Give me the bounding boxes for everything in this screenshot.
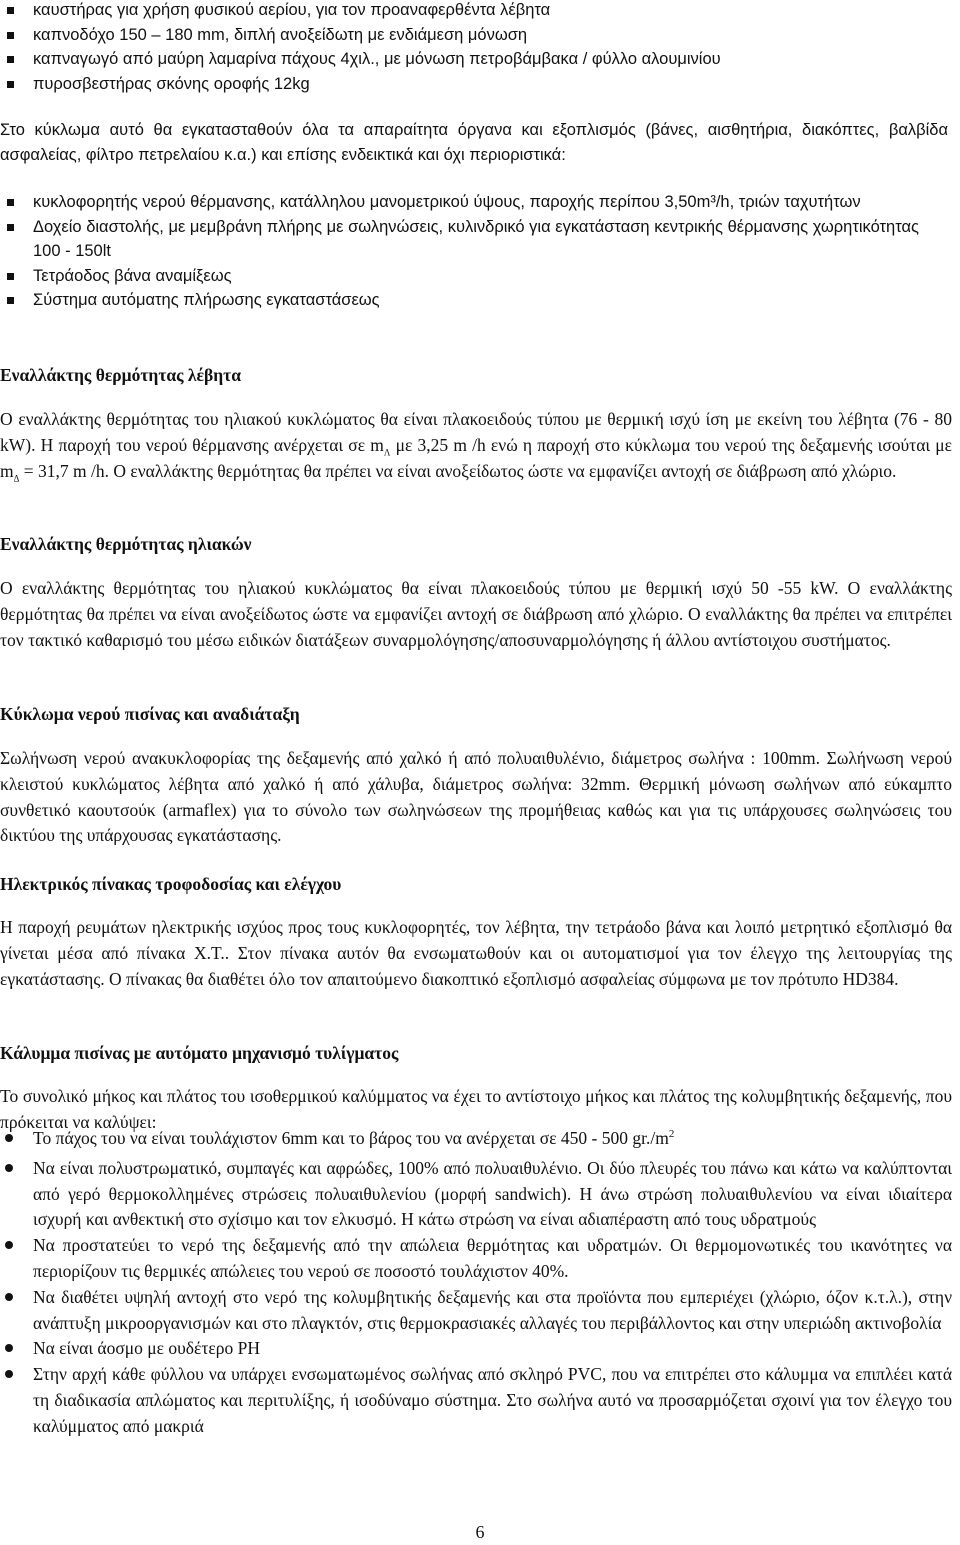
subscript: Δ [13, 473, 20, 484]
list-item: καπνοδόχο 150 – 180 mm, διπλή ανοξείδωτη με ενδιάμεση μόνωση [0, 23, 960, 48]
section-paragraph [0, 407, 952, 484]
subscript: Λ [383, 447, 391, 458]
superscript: 2 [668, 1128, 675, 1141]
list-item: Να είναι πολυστρωματικό, συμπαγές και αφρώδες, 100% από πολυαιθυλένιο. Οι δύο πλευρές του πάνω και κάτω να καλύπτονται από γερό θερμοκολλημένες στρώσεις πολυαιθυλενίου (μορφή sandwich). Η άνω στρώση πολυαιθυλενίου να είναι ιδιαίτερα ισχυρή και ανθεκτική στο σχίσιμο και τον ελκυσμό. Η κάτω στρώση να είναι αδιαπέραστη από τους υδρατμούς [0, 1156, 952, 1233]
list-item: Σύστημα αυτόματης πλήρωσης εγκαταστάσεως [0, 288, 930, 313]
section-paragraph: Ο εναλλάκτης θερμότητας του ηλιακού κυκλώματος θα είναι πλακοειδούς τύπου με θερμική ισχύ 50 -55 kW. Ο εναλλάκτης θερμότητας θα πρέπει να είναι ανοξείδωτος ώστε να εμφανίζει αντοχή σε διάβρωση από χλώριο. Ο εναλλάκτης θα πρέπει να επιτρέπει τον τακτικό καθαρισμό του μέσω ειδικών διατάξεων συναρμολόγησης/αποσυναρμολόγησης ή άλλου αντίστοιχου συστήματος. [0, 578, 952, 650]
list-item: Να διαθέτει υψηλή αντοχή στο νερό της κολυμβητικής δεξαμενής και στα προϊόντα που εμπεριέχει (χλώριο, όζον κ.τ.λ.), στην ανάπτυξη μικροοργανισμών και στο πλαγκτόν, στις θερμοκρασιακές αλλαγές του περιβάλλοντος και στην υπεριώδη ακτινοβολία [0, 1285, 952, 1337]
list-item: Να είναι άοσμο με ουδέτερο PH [0, 1336, 952, 1362]
section-heading: Κάλυμμα πισίνας με αυτόματο μηχανισμό τυλίγματος [0, 1043, 399, 1063]
list-item: καπναγωγό από μαύρη λαμαρίνα πάχους 4χιλ., με μόνωση πετροβάμβακα / φύλλο αλουμινίου [0, 47, 960, 72]
section-heading: Κύκλωμα νερού πισίνας και αναδιάταξη [0, 704, 300, 724]
circuit-equipment-list [0, 190, 930, 313]
section-paragraph: Σωλήνωση νερού ανακυκλοφορίας της δεξαμενής από χαλκό ή από πολυαιθυλένιο, διάμετρος σωλήνα : 100mm. Σωλήνωση νερού κλειστού κυκλώματος λέβητα από χαλκό ή από χάλυβα, διάμετρος σωλήνα: 32mm. Θερμική μόνωση σωλήνων από εύκαμπτο συνθετικό καουτσούκ (armaflex) για το σύνολο των σωληνώσεων της προμήθειας καθώς και για τις υπάρχουσες σωληνώσεις του δικτύου της υπάρχουσας εγκατάστασης. [0, 748, 952, 846]
list-item-text: Το πάχος του να είναι τουλάχιστον 6mm και το βάρος του να ανέρχεται σε 450 - 500 gr./m [33, 1128, 669, 1148]
list-item: Δοχείο διαστολής, με μεμβράνη πλήρης με σωληνώσεις, κυλινδρικό για εγκατάσταση κεντρικής θέρμανσης χωρητικότητας 100 - 150lt [0, 215, 930, 264]
list-item [0, 1126, 952, 1152]
section-heading: Εναλλάκτης θερμότητας λέβητα [0, 365, 242, 385]
equipment-list [0, 0, 960, 96]
list-item: Στην αρχή κάθε φύλλου να υπάρχει ενσωματωμένος σωλήνας από σκληρό PVC, που να επιτρέπει στο κάλυμμα να επιπλέει κατά τη διαδικασία απλώματος και περιτυλίξης, ή ισοδύναμο σύστημα. Στο σωλήνα αυτό να προσαρμόζεται σχοινί για τον έλεγχο του καλύμματος από μακριά [0, 1362, 952, 1439]
paragraph-text: = 31,7 m /h. Ο εναλλάκτης θερμότητας θα πρέπει να είναι ανοξείδωτος ώστε να εμφανίζει αντοχή σε διάβρωση από χλώριο. [19, 460, 897, 481]
section-paragraph: Το συνολικό μήκος και πλάτος του ισοθερμικού καλύμματος να έχει το αντίστοιχο μήκος και πλάτος της κολυμβητικής δεξαμενής, που πρόκειται να καλύψει: [0, 1086, 952, 1132]
paragraph-text: με 3,25 m /h ενώ η παροχή στο κύκλωμα του νερού της δεξαμενής ισούται με m [0, 434, 953, 481]
list-item: καυστήρας για χρήση φυσικού αερίου, για τον προαναφερθέντα λέβητα [0, 0, 960, 23]
intro-paragraph: Στο κύκλωμα αυτό θα εγκατασταθούν όλα τα απαραίτητα όργανα και εξοπλισμός (βάνες, αισθητήρια, διακόπτες, βαλβίδα ασφαλείας, φίλτρο πετρελαίου κ.α.) και επίσης ενδεικτικά και όχι περιοριστικά: [0, 121, 948, 164]
section-heading: Εναλλάκτης θερμότητας ηλιακών [0, 534, 252, 554]
section-paragraph: Η παροχή ρευμάτων ηλεκτρικής ισχύος προς τους κυκλοφορητές, τον λέβητα, την τετράοδο βάνα και λοιπό μετρητικό εξοπλισμό θα γίνεται μέσα από πίνακα Χ.Τ.. Στον πίνακα αυτόν θα ενσωματωθούν και οι αυτοματισμοί για τον έλεγχο της λειτουργίας της εγκατάστασης. Ο πίνακας θα διαθέτει όλο τον απαιτούμενο διακοπτικό εξοπλισμό ασφαλείας σύμφωνα με τον πρότυπο HD384. [0, 917, 952, 989]
cover-requirements-list [0, 1126, 952, 1440]
list-item: πυροσβεστήρας σκόνης οροφής 12kg [0, 72, 960, 97]
list-item: Τετράοδος βάνα αναμίξεως [0, 264, 930, 289]
section-heading: Ηλεκτρικός πίνακας τροφοδοσίας και ελέγχου [0, 874, 342, 894]
paragraph-text: Ο εναλλάκτης θερμότητας του ηλιακού κυκλώματος θα είναι πλακοειδούς τύπου με θερμική ισχύ ίση με εκείνη του λέβητα (76 - 80 kW). Η παροχή του νερού θέρμανσης ανέρχεται σε m [0, 409, 952, 455]
list-item: Να προστατεύει το νερό της δεξαμενής από την απώλεια θερμότητας και υδρατμών. Οι θερμομονωτικές του ικανότητες να περιορίζουν τις θερμικές απώλειες του νερού σε ποσοστό τουλάχιστον 40%. [0, 1233, 952, 1285]
page-number: 6 [475, 1522, 485, 1542]
list-item: κυκλοφορητής νερού θέρμανσης, κατάλληλου μανομετρικού ύψους, παροχής περίπου 3,50m³/h, τριών ταχυτήτων [0, 190, 930, 215]
